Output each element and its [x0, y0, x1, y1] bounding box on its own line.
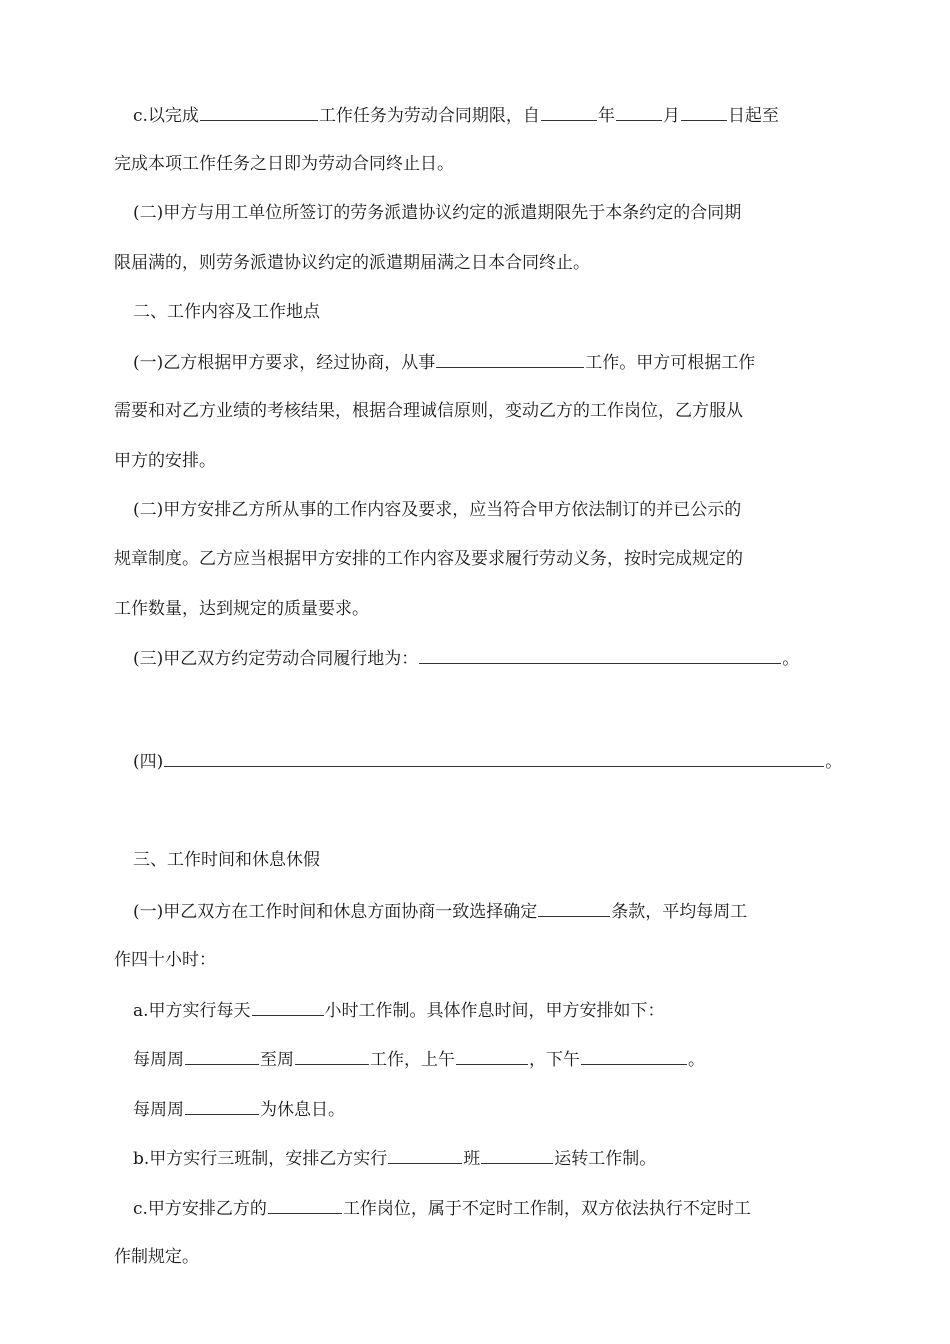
paragraph-line: 作制规定。: [114, 1247, 199, 1267]
fill-blank[interactable]: [681, 103, 727, 121]
fill-blank[interactable]: [164, 749, 824, 767]
section-heading: 二、工作内容及工作地点: [133, 302, 320, 322]
paragraph-line: 甲方的安排。: [114, 451, 216, 471]
text: 工作，上午: [370, 1050, 455, 1070]
paragraph-line: [133, 1097, 345, 1122]
fill-blank[interactable]: [456, 1047, 528, 1065]
paragraph-line: (二)甲方安排乙方所从事的工作内容及要求，应当符合甲方依法制订的并已公示的: [133, 500, 742, 520]
text: c.以完成: [133, 106, 199, 126]
paragraph-line: [133, 1146, 656, 1171]
text: 条款，平均每周工: [611, 902, 748, 922]
text: c.甲方安排乙方的: [133, 1199, 267, 1219]
fill-blank[interactable]: [295, 1047, 369, 1065]
paragraph-line: [133, 899, 747, 924]
paragraph-line: 需要和对乙方业绩的考核结果，根据合理诚信原则，变动乙方的工作岗位，乙方服从: [114, 401, 743, 421]
text: 。: [825, 752, 843, 772]
paragraph-line: 完成本项工作任务之日即为劳动合同终止日。: [114, 154, 454, 174]
text: (一)乙方根据甲方要求，经过协商，从事: [133, 353, 436, 373]
fill-blank[interactable]: [541, 103, 597, 121]
text: (三)甲乙双方约定劳动合同履行地为：: [133, 649, 419, 669]
paragraph-line: [133, 998, 665, 1023]
paragraph-line: (二)甲方与用工单位所签订的劳务派遣协议约定的派遣期限先于本条约定的合同期: [133, 203, 742, 223]
text: 小时工作制。具体作息时间，甲方安排如下：: [324, 1001, 665, 1021]
fill-blank[interactable]: [185, 1097, 259, 1115]
paragraph-line: [133, 749, 842, 774]
paragraph-line: [133, 103, 779, 128]
text: 月: [662, 106, 680, 126]
paragraph-line: [133, 1047, 705, 1072]
text: 每周周: [133, 1100, 184, 1120]
fill-blank[interactable]: [538, 899, 610, 917]
text: 。: [688, 1050, 705, 1070]
text: (四): [133, 752, 164, 772]
text: 。: [782, 649, 800, 669]
paragraph-line: [133, 350, 755, 375]
text: 至周: [260, 1050, 294, 1070]
text: 工作岗位，属于不定时工作制，双方依法执行不定时工: [342, 1199, 751, 1219]
paragraph-line: 工作数量，达到规定的质量要求。: [114, 599, 369, 619]
paragraph-line: 规章制度。乙方应当根据甲方安排的工作内容及要求履行劳动义务，按时完成规定的: [114, 549, 743, 569]
text: 班: [463, 1149, 481, 1169]
text: a.甲方实行每天: [133, 1001, 251, 1021]
fill-blank[interactable]: [388, 1146, 462, 1164]
section-heading: 三、工作时间和休息休假: [133, 850, 320, 870]
fill-blank[interactable]: [268, 1196, 342, 1214]
text: 为休息日。: [260, 1100, 345, 1120]
fill-blank[interactable]: [616, 103, 662, 121]
text: 运转工作制。: [554, 1149, 657, 1169]
text: 工作。甲方可根据工作: [585, 353, 756, 373]
fill-blank[interactable]: [419, 646, 781, 664]
paragraph-line: [133, 646, 799, 671]
fill-blank[interactable]: [200, 103, 318, 121]
text: b.甲方实行三班制，安排乙方实行: [133, 1149, 388, 1169]
fill-blank[interactable]: [581, 1047, 687, 1065]
text: 每周周: [133, 1050, 184, 1070]
text: 年: [597, 106, 615, 126]
paragraph-line: [133, 1196, 751, 1221]
fill-blank[interactable]: [185, 1047, 259, 1065]
text: ，下午: [529, 1050, 580, 1070]
paragraph-line: 限届满的，则劳务派遣协议约定的派遣期届满之日本合同终止。: [114, 253, 590, 273]
fill-blank[interactable]: [436, 350, 584, 368]
text: 日起至: [727, 106, 779, 126]
text: 工作任务为劳动合同期限，自: [318, 106, 540, 126]
fill-blank[interactable]: [252, 998, 324, 1016]
text: (一)甲乙双方在工作时间和休息方面协商一致选择确定: [133, 902, 538, 922]
fill-blank[interactable]: [481, 1146, 553, 1164]
paragraph-line: 作四十小时：: [114, 950, 216, 970]
